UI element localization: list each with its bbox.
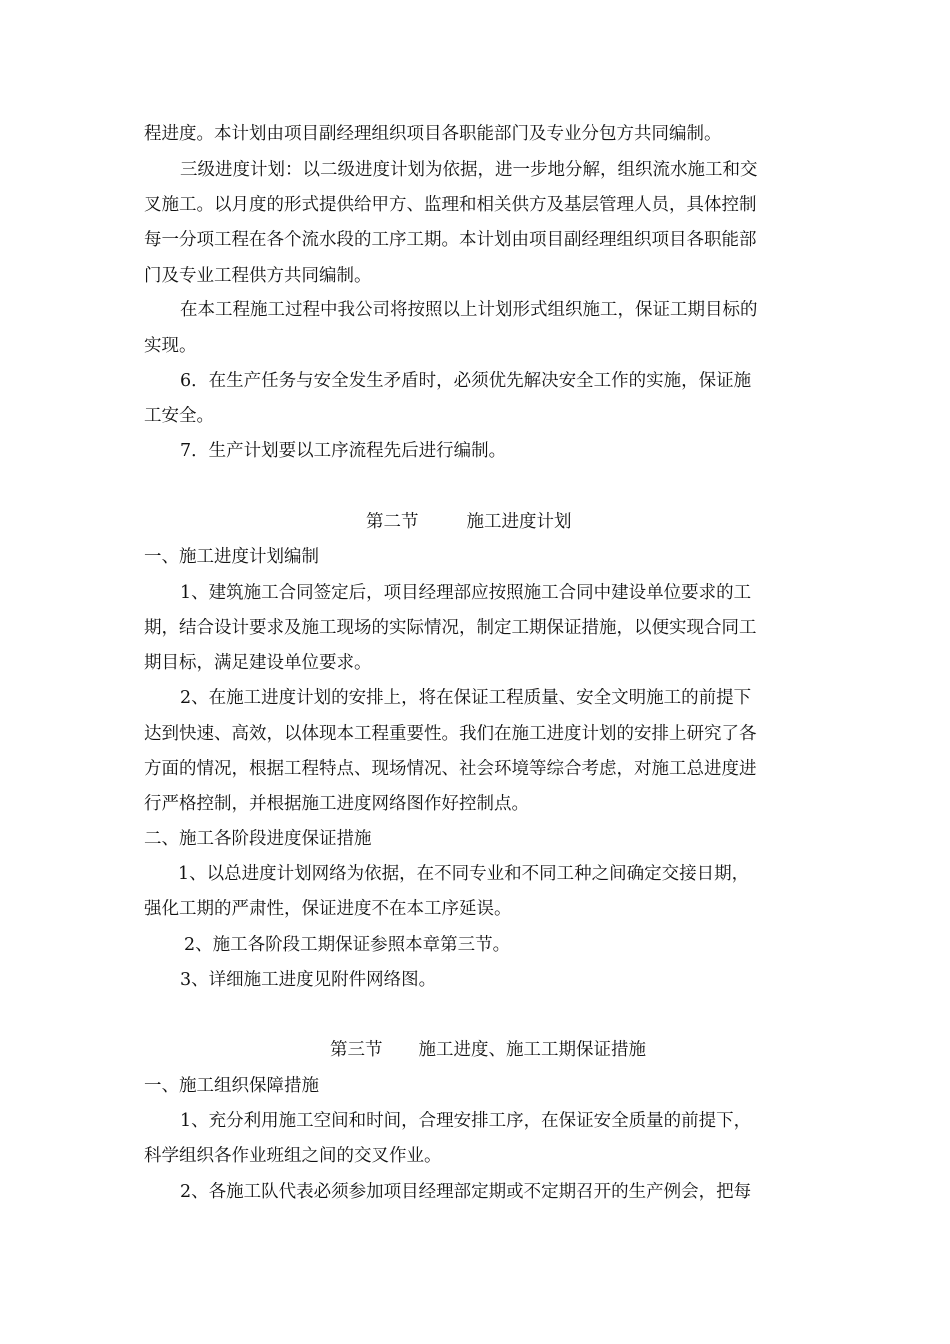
section-heading bbox=[366, 510, 572, 534]
body-line: 三级进度计划：以二级进度计划为依据，进一步地分解，组织流水施工和交 bbox=[180, 160, 758, 180]
subheading: 一、施工组织保障措施 bbox=[144, 1076, 319, 1096]
body-line: 期目标，满足建设单位要求。 bbox=[144, 653, 372, 673]
subheading: 一、施工进度计划编制 bbox=[144, 547, 319, 567]
body-line: 1、充分利用施工空间和时间，合理安排工序，在保证安全质量的前提下， bbox=[180, 1111, 752, 1131]
body-line: 门及专业工程供方共同编制。 bbox=[144, 266, 372, 286]
body-line: 强化工期的严肃性，保证进度不在本工序延误。 bbox=[144, 899, 512, 919]
section-title: 施工进度计划 bbox=[466, 512, 572, 532]
body-line: 科学组织各作业班组之间的交叉作业。 bbox=[144, 1146, 442, 1166]
body-line: 3、详细施工进度见附件网络图。 bbox=[180, 970, 437, 990]
body-line: 每一分项工程在各个流水段的工序工期。本计划由项目副经理组织项目各职能部 bbox=[144, 230, 757, 250]
body-line: 2、施工各阶段工期保证参照本章第三节。 bbox=[184, 935, 511, 955]
section-number: 第三节 bbox=[330, 1040, 383, 1060]
body-line: 实现。 bbox=[144, 336, 197, 356]
section-heading bbox=[330, 1038, 646, 1062]
section-title: 施工进度、施工工期保证措施 bbox=[418, 1040, 646, 1060]
body-line: 工安全。 bbox=[144, 406, 214, 426]
body-line: 6．在生产任务与安全发生矛盾时，必须优先解决安全工作的实施，保证施 bbox=[180, 371, 752, 391]
body-line: 达到快速、高效，以体现本工程重要性。我们在施工进度计划的安排上研究了各 bbox=[144, 724, 757, 744]
body-line: 1、以总进度计划网络为依据，在不同专业和不同工种之间确定交接日期， bbox=[178, 864, 750, 884]
body-line: 在本工程施工过程中我公司将按照以上计划形式组织施工，保证工期目标的 bbox=[180, 300, 758, 320]
body-line: 期，结合设计要求及施工现场的实际情况，制定工期保证措施，以便实现合同工 bbox=[144, 618, 757, 638]
body-line: 1、建筑施工合同签定后，项目经理部应按照施工合同中建设单位要求的工 bbox=[180, 583, 752, 603]
body-line: 7．生产计划要以工序流程先后进行编制。 bbox=[180, 441, 507, 461]
section-number: 第二节 bbox=[366, 512, 419, 532]
body-line: 2、在施工进度计划的安排上，将在保证工程质量、安全文明施工的前提下 bbox=[180, 688, 752, 708]
body-line: 程进度。本计划由项目副经理组织项目各职能部门及专业分包方共同编制。 bbox=[144, 124, 722, 144]
body-line: 叉施工。以月度的形式提供给甲方、监理和相关供方及基层管理人员，具体控制 bbox=[144, 195, 757, 215]
body-line: 方面的情况，根据工程特点、现场情况、社会环境等综合考虑，对施工总进度进 bbox=[144, 759, 757, 779]
body-line: 行严格控制，并根据施工进度网络图作好控制点。 bbox=[144, 794, 529, 814]
subheading: 二、施工各阶段进度保证措施 bbox=[144, 829, 372, 849]
body-line: 2、各施工队代表必须参加项目经理部定期或不定期召开的生产例会，把每 bbox=[180, 1182, 752, 1202]
